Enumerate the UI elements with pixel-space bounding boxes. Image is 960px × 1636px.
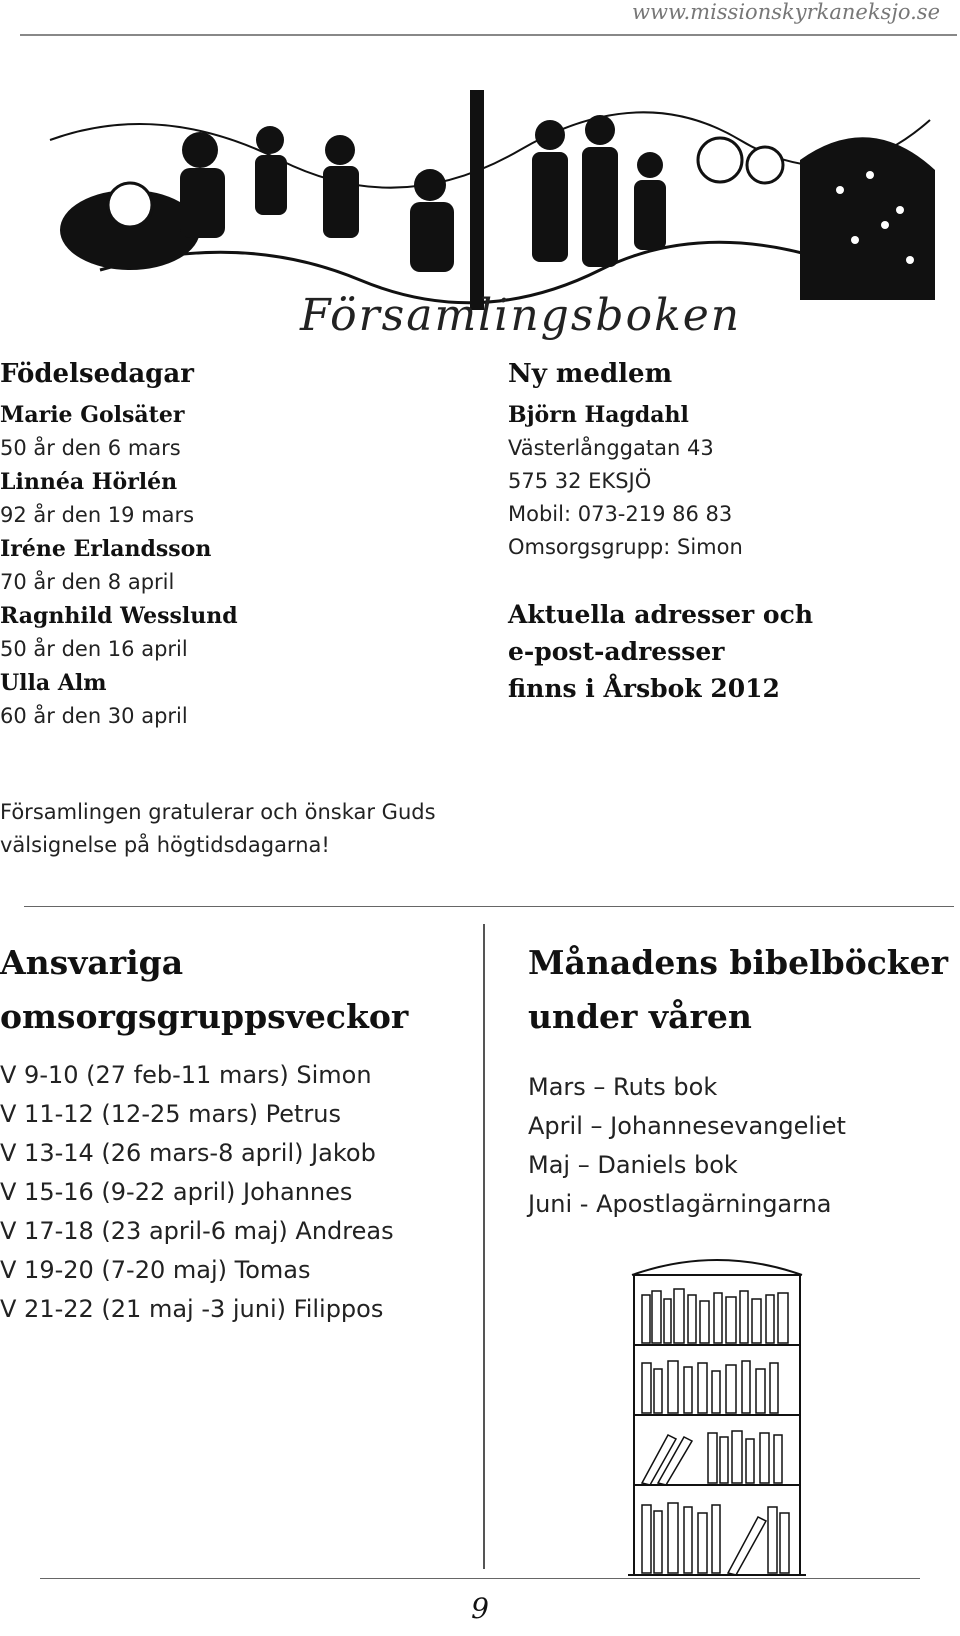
- care-week-item: V 11-12 (12-25 mars) Petrus: [0, 1100, 341, 1128]
- bible-books-heading: Månadens bibelböcker: [528, 943, 949, 982]
- birthday-name: Ulla Alm: [0, 670, 107, 696]
- birthday-entry: [0, 398, 460, 465]
- bible-book-item: April – Johannesevangeliet: [528, 1112, 846, 1140]
- care-week-item: V 19-20 (7-20 maj) Tomas: [0, 1256, 311, 1284]
- top-divider: [20, 34, 957, 36]
- birthday-detail: 70 år den 8 april: [0, 570, 175, 594]
- care-week-item: V 21-22 (21 maj -3 juni) Filippos: [0, 1295, 384, 1323]
- mobile-number: Mobil: 073-219 86 83: [508, 502, 733, 526]
- bible-book-item: Mars – Ruts bok: [528, 1073, 718, 1101]
- new-member-name: Björn Hagdahl: [508, 402, 689, 428]
- bible-books-heading: under våren: [528, 997, 752, 1036]
- care-group: Omsorgsgrupp: Simon: [508, 535, 743, 559]
- birthday-detail: 50 år den 16 april: [0, 637, 188, 661]
- new-member-section: [508, 354, 948, 707]
- website-url: www.missionskyrkaneksjo.se: [632, 0, 940, 24]
- bible-book-item: Maj – Daniels bok: [528, 1151, 738, 1179]
- bookshelf-illustration: [628, 1245, 806, 1585]
- birthdays-section: [0, 354, 460, 733]
- birthday-entry: [0, 666, 460, 733]
- care-weeks-heading: omsorgsgruppsveckor: [0, 997, 409, 1036]
- banner-title: Församlingsboken: [300, 290, 742, 341]
- birthday-name: Linnéa Hörlén: [0, 469, 178, 495]
- address-note: [508, 596, 948, 707]
- care-weeks-section: [0, 936, 470, 1329]
- birthday-greeting: [0, 796, 520, 862]
- greeting-line: Församlingen gratulerar och önskar Guds: [0, 800, 436, 824]
- birthday-detail: 92 år den 19 mars: [0, 503, 195, 527]
- birthday-name: Ragnhild Wesslund: [0, 603, 238, 629]
- birthday-name: Iréne Erlandsson: [0, 536, 212, 562]
- address-city: 575 32 EKSJÖ: [508, 469, 652, 493]
- section-divider: [24, 906, 954, 907]
- greeting-line: välsignelse på högtidsdagarna!: [0, 833, 330, 857]
- care-week-item: V 15-16 (9-22 april) Johannes: [0, 1178, 353, 1206]
- address-note-line: e-post-adresser: [508, 637, 725, 666]
- bible-books-section: [528, 936, 953, 1224]
- column-divider: [483, 924, 485, 1569]
- birthday-detail: 50 år den 6 mars: [0, 436, 181, 460]
- address-note-line: finns i Årsbok 2012: [508, 674, 780, 703]
- care-week-item: V 17-18 (23 april-6 maj) Andreas: [0, 1217, 394, 1245]
- birthday-detail: 60 år den 30 april: [0, 704, 188, 728]
- footer-divider: [40, 1578, 920, 1579]
- address-street: Västerlånggatan 43: [508, 436, 714, 460]
- new-member-heading: Ny medlem: [508, 359, 673, 389]
- care-weeks-heading: Ansvariga: [0, 943, 184, 982]
- birthday-name: Marie Golsäter: [0, 402, 185, 428]
- page-number: 9: [471, 1592, 489, 1625]
- address-note-line: Aktuella adresser och: [508, 600, 814, 629]
- care-week-item: V 9-10 (27 feb-11 mars) Simon: [0, 1061, 372, 1089]
- birthday-entry: [0, 599, 460, 666]
- birthday-entry: [0, 532, 460, 599]
- bible-book-item: Juni - Apostlagärningarna: [528, 1190, 832, 1218]
- birthday-entry: [0, 465, 460, 532]
- birthdays-heading: Födelsedagar: [0, 359, 194, 389]
- care-week-item: V 13-14 (26 mars-8 april) Jakob: [0, 1139, 376, 1167]
